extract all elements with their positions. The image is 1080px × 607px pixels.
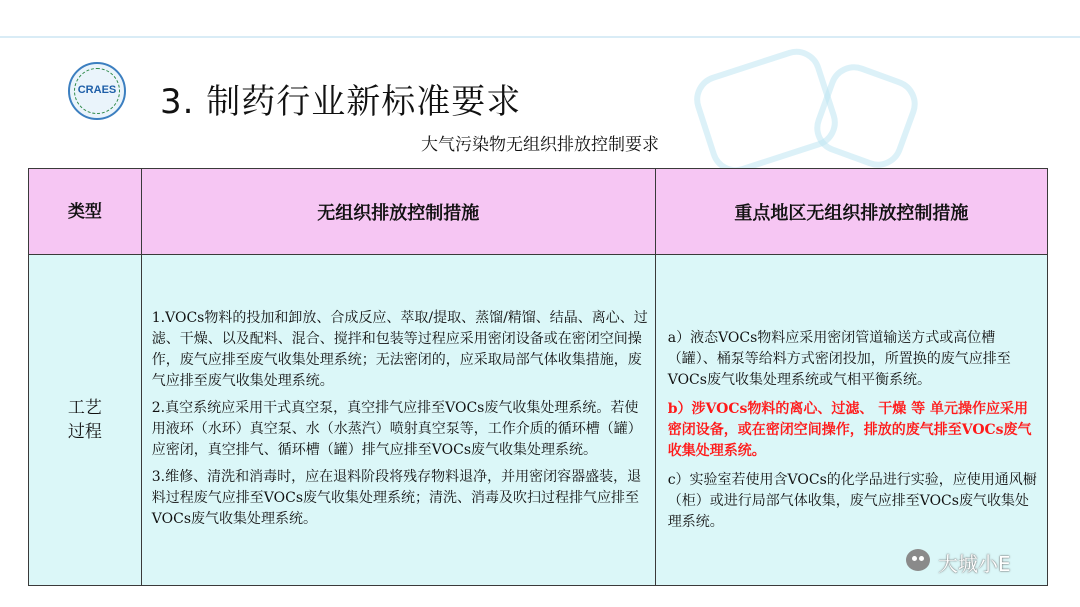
header-type: 类型 (29, 169, 142, 255)
brand-name: 大城小E (938, 552, 1011, 576)
slide-title: 3. 制药行业新标准要求 (160, 82, 522, 122)
top-decor-strip (0, 36, 1080, 38)
craes-logo (68, 62, 126, 120)
key-area-item-c: c）实验室若使用含VOCs的化学品进行实验，应使用通风橱（柜）或进行局部气体收集，废气应排至VOCs废气收集处理系统。 (667, 471, 1037, 530)
row-type-label: 工艺 过程 (67, 398, 102, 442)
standards-table (28, 168, 1048, 586)
key-area-item-a: a）液态VOCs物料应采用密闭管道输送方式或高位槽（罐）、桶泵等给料方式密闭投加，所置换的废气应排至VOCs废气收集处理系统或气相平衡系统。 (667, 329, 1011, 388)
table-row (29, 255, 1048, 586)
table-header-row (29, 169, 1048, 255)
key-area-item-b: b）涉VOCs物料的离心、过滤、 干燥 等 单元操作应采用密闭设备，或在密闭空间操作，排放的废气排至VOCs废气收集处理系统。 (667, 400, 1032, 459)
measure-item-3: 3.维修、清洗和消毒时，应在退料阶段将残存物料退净，并用密闭容器盛装，退料过程废气应排至VOCs废气收集处理系统；清洗、消毒及吹扫过程排气应排至VOCs废气收集处理系统。 (151, 469, 642, 527)
measures-cell (141, 255, 655, 586)
measure-item-1: 1.VOCs物料的投加和卸放、合成反应、萃取/提取、蒸馏/精馏、结晶、离心、过滤、干燥、以及配料、混合、搅拌和包装等过程应采用密闭设备或在密闭空间操作，废气应排至废气收集处理系统；无法密闭的，应采取局部气体收集措施，废气应排至废气收集处理系统。 (151, 310, 648, 389)
brand-watermark (906, 546, 1046, 574)
header-key-area-measures: 重点地区无组织排放控制措施 (655, 169, 1047, 255)
table-caption: 大气污染物无组织排放控制要求 (421, 135, 659, 155)
watermark-shape (807, 57, 925, 175)
key-area-cell (655, 255, 1047, 586)
header-measures: 无组织排放控制措施 (141, 169, 655, 255)
row-type-cell (29, 255, 142, 586)
wechat-icon (906, 549, 930, 571)
logo-text: CRAES (77, 84, 117, 96)
measure-item-2: 2.真空系统应采用干式真空泵，真空排气应排至VOCs废气收集处理系统。若使用液环（水环）真空泵、水（水蒸汽）喷射真空泵等，工作介质的循环槽（罐）应密闭，真空排气、循环槽（罐）排气应排至VOCs废气收集处理系统。 (151, 400, 642, 458)
